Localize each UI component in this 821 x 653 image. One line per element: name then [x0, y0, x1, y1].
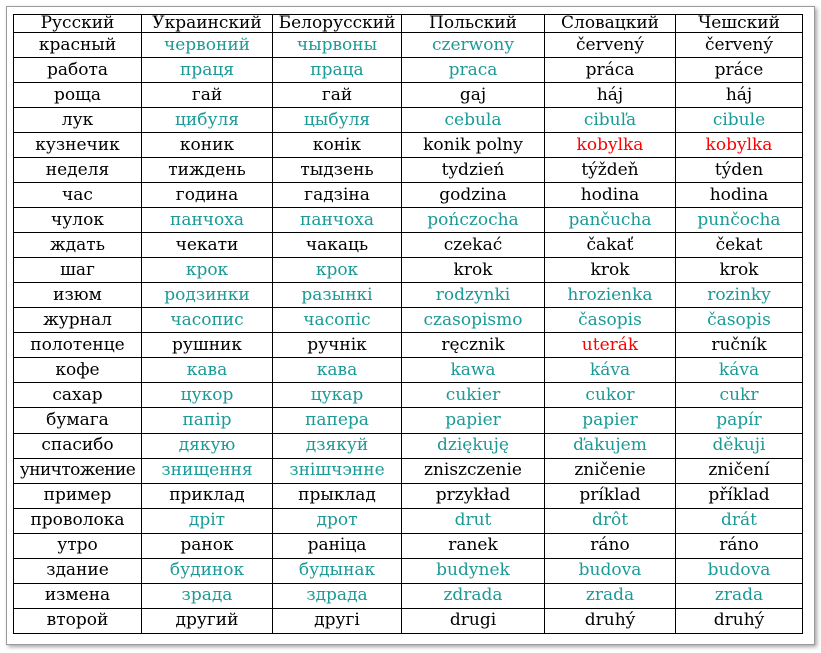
table-row: [14, 358, 803, 383]
table-cell: cibule: [676, 108, 803, 133]
table-cell: часопіс: [273, 308, 402, 333]
table-cell: káva: [676, 358, 803, 383]
table-cell: папера: [273, 408, 402, 433]
table-cell: gaj: [402, 83, 545, 108]
table-cell: pančucha: [545, 208, 676, 233]
table-cell: сахар: [14, 383, 142, 408]
table-cell: будинок: [142, 558, 273, 583]
table-cell: budynek: [402, 558, 545, 583]
table-cell: будынак: [273, 558, 402, 583]
table-cell: praca: [402, 58, 545, 83]
column-header: Чешский: [676, 15, 803, 33]
column-header: Словацкий: [545, 15, 676, 33]
table-cell: чекати: [142, 233, 273, 258]
table-cell: papier: [402, 408, 545, 433]
table-cell: konik polny: [402, 133, 545, 158]
table-cell: kobylka: [676, 133, 803, 158]
table-cell: hodina: [545, 183, 676, 208]
table-cell: uterák: [545, 333, 676, 358]
table-cell: punčocha: [676, 208, 803, 233]
table-cell: cebula: [402, 108, 545, 133]
table-cell: панчоха: [142, 208, 273, 233]
table-cell: крок: [142, 258, 273, 283]
table-cell: háj: [545, 83, 676, 108]
column-header: Украинский: [142, 15, 273, 33]
column-header: Белорусский: [273, 15, 402, 33]
table-cell: кава: [273, 358, 402, 383]
table-cell: ráno: [545, 533, 676, 558]
table-cell: druhý: [676, 608, 803, 633]
table-cell: hrozienka: [545, 283, 676, 308]
table-cell: kawa: [402, 358, 545, 383]
table-cell: разынкі: [273, 283, 402, 308]
table-cell: полотенце: [14, 333, 142, 358]
table-cell: červený: [545, 33, 676, 58]
table-row: [14, 133, 803, 158]
table-row: [14, 558, 803, 583]
table-cell: шаг: [14, 258, 142, 283]
table-cell: práce: [676, 58, 803, 83]
table-cell: drát: [676, 508, 803, 533]
table-cell: cukr: [676, 383, 803, 408]
table-cell: праця: [142, 58, 273, 83]
table-cell: рушник: [142, 333, 273, 358]
table-row: [14, 383, 803, 408]
table-cell: изюм: [14, 283, 142, 308]
table-cell: budova: [676, 558, 803, 583]
table-cell: drôt: [545, 508, 676, 533]
table-cell: cukier: [402, 383, 545, 408]
table-cell: праца: [273, 58, 402, 83]
table-cell: krok: [402, 258, 545, 283]
table-cell: czasopismo: [402, 308, 545, 333]
table-cell: godzina: [402, 183, 545, 208]
table-cell: кузнечик: [14, 133, 142, 158]
table-cell: прыклад: [273, 483, 402, 508]
table-body: [14, 33, 803, 634]
table-cell: знішчэнне: [273, 458, 402, 483]
table-cell: красный: [14, 33, 142, 58]
table-cell: przykład: [402, 483, 545, 508]
table-cell: чакаць: [273, 233, 402, 258]
table-row: [14, 433, 803, 458]
table-cell: дрот: [273, 508, 402, 533]
column-header: Русский: [14, 15, 142, 33]
table-cell: лук: [14, 108, 142, 133]
table-cell: krok: [545, 258, 676, 283]
table-row: [14, 233, 803, 258]
table-row: [14, 108, 803, 133]
table-cell: тиждень: [142, 158, 273, 183]
table-cell: журнал: [14, 308, 142, 333]
table-cell: pończocha: [402, 208, 545, 233]
table-cell: zrada: [545, 583, 676, 608]
table-cell: панчоха: [273, 208, 402, 233]
table-cell: rodzynki: [402, 283, 545, 308]
table-cell: пример: [14, 483, 142, 508]
table-cell: czekać: [402, 233, 545, 258]
table-row: [14, 183, 803, 208]
table-cell: cukor: [545, 383, 676, 408]
table-cell: здание: [14, 558, 142, 583]
table-cell: здрада: [273, 583, 402, 608]
table-cell: зрада: [142, 583, 273, 608]
table-cell: rozinky: [676, 283, 803, 308]
table-cell: цибуля: [142, 108, 273, 133]
table-cell: коник: [142, 133, 273, 158]
table-cell: другі: [273, 608, 402, 633]
table-cell: káva: [545, 358, 676, 383]
table-cell: časopis: [545, 308, 676, 333]
table-cell: drugi: [402, 608, 545, 633]
table-cell: цукор: [142, 383, 273, 408]
table-cell: уничтожение: [14, 458, 142, 483]
table-cell: утро: [14, 533, 142, 558]
table-cell: спасибо: [14, 433, 142, 458]
table-cell: цыбуля: [273, 108, 402, 133]
table-cell: кава: [142, 358, 273, 383]
header-row: [14, 15, 803, 33]
word-comparison-table: [13, 14, 803, 634]
table-cell: papír: [676, 408, 803, 433]
table-cell: бумага: [14, 408, 142, 433]
table-cell: ručník: [676, 333, 803, 358]
table-cell: тыдзень: [273, 158, 402, 183]
table-cell: ranek: [402, 533, 545, 558]
table-cell: часопис: [142, 308, 273, 333]
table-cell: родзинки: [142, 283, 273, 308]
table-cell: знищення: [142, 458, 273, 483]
table-cell: ждать: [14, 233, 142, 258]
table-cell: приклад: [142, 483, 273, 508]
table-row: [14, 483, 803, 508]
table-row: [14, 58, 803, 83]
table-cell: hodina: [676, 183, 803, 208]
table-row: [14, 258, 803, 283]
table-cell: гадзіна: [273, 183, 402, 208]
table-cell: раніца: [273, 533, 402, 558]
table-cell: papier: [545, 408, 676, 433]
table-cell: háj: [676, 83, 803, 108]
table-cell: ручнік: [273, 333, 402, 358]
table-row: [14, 208, 803, 233]
table-cell: ďakujem: [545, 433, 676, 458]
table-row: [14, 583, 803, 608]
table-cell: крок: [273, 258, 402, 283]
table-cell: czerwony: [402, 33, 545, 58]
table-row: [14, 283, 803, 308]
table-cell: zdrada: [402, 583, 545, 608]
table-row: [14, 458, 803, 483]
table-cell: děkuji: [676, 433, 803, 458]
table-cell: zničenie: [545, 458, 676, 483]
table-cell: tydzień: [402, 158, 545, 183]
table-row: [14, 33, 803, 58]
table-row: [14, 83, 803, 108]
table-cell: час: [14, 183, 142, 208]
table-row: [14, 408, 803, 433]
table-cell: проволока: [14, 508, 142, 533]
table-cell: кофе: [14, 358, 142, 383]
table-cell: ранок: [142, 533, 273, 558]
table-row: [14, 333, 803, 358]
table-cell: červený: [676, 33, 803, 58]
table-cell: другий: [142, 608, 273, 633]
column-header: Польский: [402, 15, 545, 33]
table-cell: дякую: [142, 433, 273, 458]
table-cell: роща: [14, 83, 142, 108]
table-cell: гай: [273, 83, 402, 108]
table-cell: папір: [142, 408, 273, 433]
table-cell: čekat: [676, 233, 803, 258]
table-cell: cibuľa: [545, 108, 676, 133]
table-cell: гай: [142, 83, 273, 108]
table-cell: kobylka: [545, 133, 676, 158]
table-row: [14, 158, 803, 183]
table-cell: týden: [676, 158, 803, 183]
table-cell: čakať: [545, 233, 676, 258]
table-cell: práca: [545, 58, 676, 83]
table-cell: príklad: [545, 483, 676, 508]
table-cell: дріт: [142, 508, 273, 533]
table-cell: krok: [676, 258, 803, 283]
table-cell: časopis: [676, 308, 803, 333]
table-cell: червоний: [142, 33, 273, 58]
table-cell: чырвоны: [273, 33, 402, 58]
table-row: [14, 308, 803, 333]
table-cell: второй: [14, 608, 142, 633]
table-cell: druhý: [545, 608, 676, 633]
table-cell: неделя: [14, 158, 142, 183]
table-cell: dziękuję: [402, 433, 545, 458]
table-cell: zrada: [676, 583, 803, 608]
table-row: [14, 608, 803, 633]
table-cell: конік: [273, 133, 402, 158]
table-row: [14, 533, 803, 558]
table-cell: ręcznik: [402, 333, 545, 358]
table-cell: дзякуй: [273, 433, 402, 458]
table-cell: příklad: [676, 483, 803, 508]
table-cell: drut: [402, 508, 545, 533]
table-cell: budova: [545, 558, 676, 583]
table-cell: година: [142, 183, 273, 208]
table-cell: týždeň: [545, 158, 676, 183]
table-row: [14, 508, 803, 533]
table-cell: цукар: [273, 383, 402, 408]
table-cell: zničení: [676, 458, 803, 483]
table-cell: работа: [14, 58, 142, 83]
table-cell: измена: [14, 583, 142, 608]
table-cell: zniszczenie: [402, 458, 545, 483]
table-cell: чулок: [14, 208, 142, 233]
table-cell: ráno: [676, 533, 803, 558]
